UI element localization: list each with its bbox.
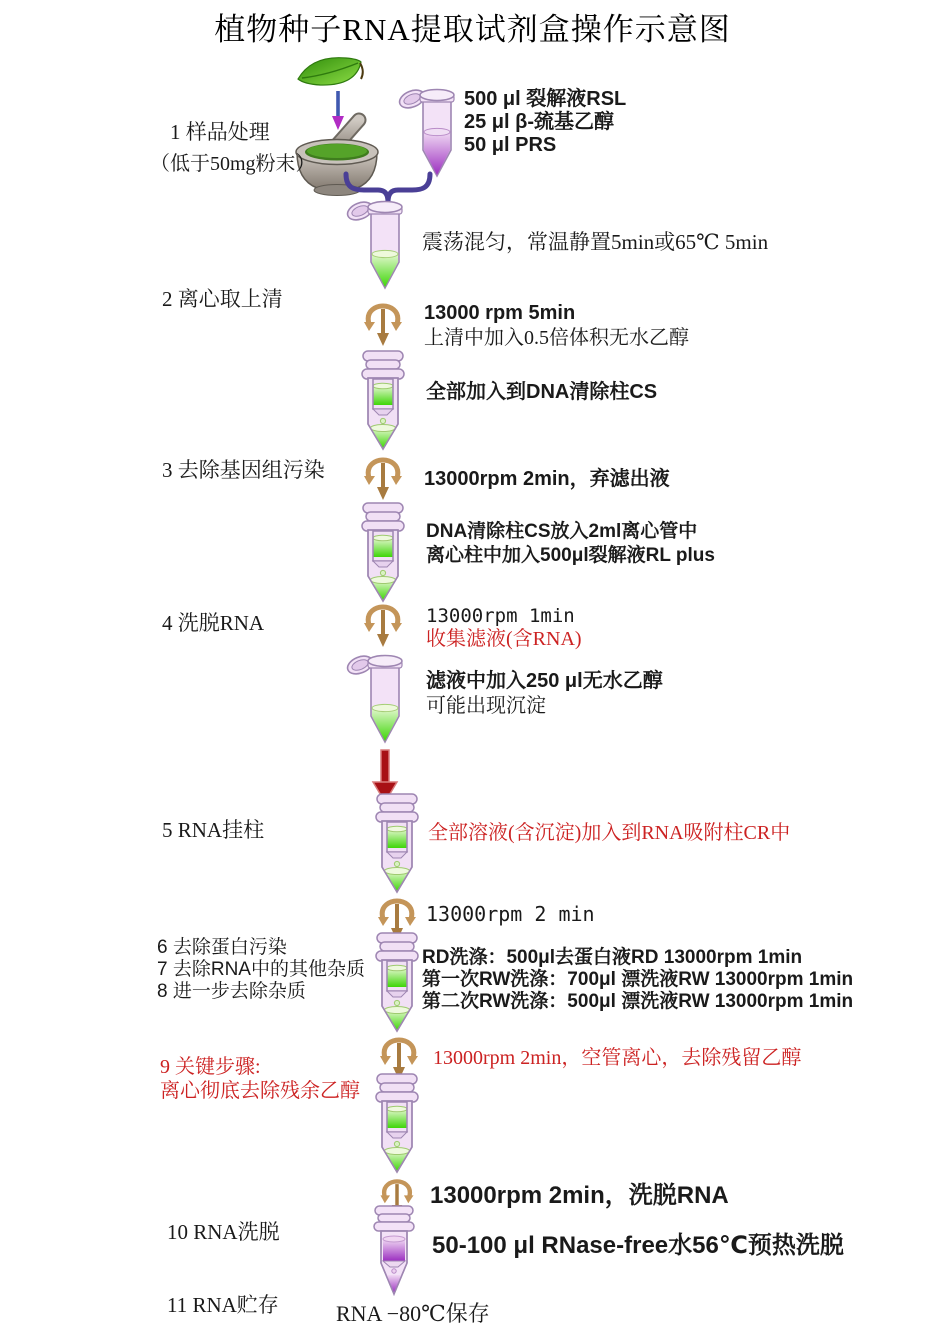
centrifuge-spin-icon xyxy=(362,302,404,348)
cs-to-tube-note-2: 离心柱中加入500μl裂解液RL plus xyxy=(426,545,715,566)
spin-column-icon xyxy=(370,793,424,895)
spin-2min-note: 13000rpm 2 min xyxy=(426,902,595,926)
spin-dry-note: 13000rpm 2min，空管离心，去除残留乙醇 xyxy=(433,1047,802,1069)
mix-note: 震荡混匀，常温静置5min或65℃ 5min xyxy=(422,230,769,254)
reagent-note-line-2: 25 μl β-巯基乙醇 xyxy=(464,111,615,133)
step-11-label: 11 RNA贮存 xyxy=(167,1293,279,1317)
step-2-label: 2 离心取上清 xyxy=(162,287,283,311)
centrifuge-spin-icon xyxy=(362,603,404,649)
step-10-label: 10 RNA洗脱 xyxy=(167,1220,280,1244)
step-3-label: 3 去除基因组污染 xyxy=(162,458,325,482)
page-title: 植物种子RNA提取试剂盒操作示意图 xyxy=(214,12,731,47)
spin-supernatant-note-2: 上清中加入0.5倍体积无水乙醇 xyxy=(424,327,689,349)
step-7-label: 7 去除RNA中的其他杂质 xyxy=(157,959,365,980)
spin-collect-note-2: 收集滤液(含RNA) xyxy=(426,628,582,650)
step-4-label: 4 洗脱RNA xyxy=(162,611,265,635)
step-5-label: 5 RNA挂柱 xyxy=(162,818,265,842)
reagent-note-line-1: 500 μl 裂解液RSL xyxy=(464,88,627,110)
add-ethanol-note-1: 滤液中加入250 μl无水乙醇 xyxy=(426,670,663,692)
cs-to-tube-note-1: DNA清除柱CS放入2ml离心管中 xyxy=(426,521,698,542)
wash-note-3: 第二次RW洗涤：500μl 漂洗液RW 13000rpm 1min xyxy=(422,991,854,1012)
step-9-sublabel: 离心彻底去除残余乙醇 xyxy=(160,1080,360,1102)
wash-note-2: 第一次RW洗涤：700μl 漂洗液RW 13000rpm 1min xyxy=(422,969,854,990)
spin-column-icon xyxy=(356,502,410,604)
spin-supernatant-note-1: 13000 rpm 5min xyxy=(424,302,576,324)
spin-elute-note: 13000rpm 2min，洗脱RNA xyxy=(430,1182,729,1209)
centrifuge-spin-icon xyxy=(362,456,404,502)
step-1-label: 1 样品处理 xyxy=(170,120,270,144)
add-to-cs-note: 全部加入到DNA清除柱CS xyxy=(426,381,658,403)
step-6-label: 6 去除蛋白污染 xyxy=(157,937,287,958)
spin-column-icon xyxy=(370,1072,424,1176)
step-1-sublabel: （低于50mg粉末） xyxy=(150,153,316,175)
microtube-icon xyxy=(346,652,408,748)
add-to-cr-note: 全部溶液(含沉淀)加入到RNA吸附柱CR中 xyxy=(428,822,791,844)
step-8-label: 8 进一步去除杂质 xyxy=(157,981,306,1002)
reagent-note-line-3: 50 μl PRS xyxy=(464,134,557,156)
spin-column-icon xyxy=(370,932,424,1034)
step-9-label: 9 关键步骤: xyxy=(160,1056,261,1078)
add-ethanol-note-2: 可能出现沉淀 xyxy=(426,695,546,717)
spin-column-icon xyxy=(356,350,410,452)
wash-note-1: RD洗涤：500μl去蛋白液RD 13000rpm 1min xyxy=(422,947,803,968)
elute-water-note: 50-100 μl RNase-free水56℃预热洗脱 xyxy=(432,1232,844,1259)
storage-note: RNA −80℃保存 xyxy=(336,1301,490,1326)
elution-tube-icon xyxy=(366,1205,422,1297)
spin-discard-note: 13000rpm 2min，弃滤出液 xyxy=(424,468,670,490)
microtube-icon xyxy=(346,198,408,294)
spin-collect-note-1: 13000rpm 1min xyxy=(426,605,575,627)
